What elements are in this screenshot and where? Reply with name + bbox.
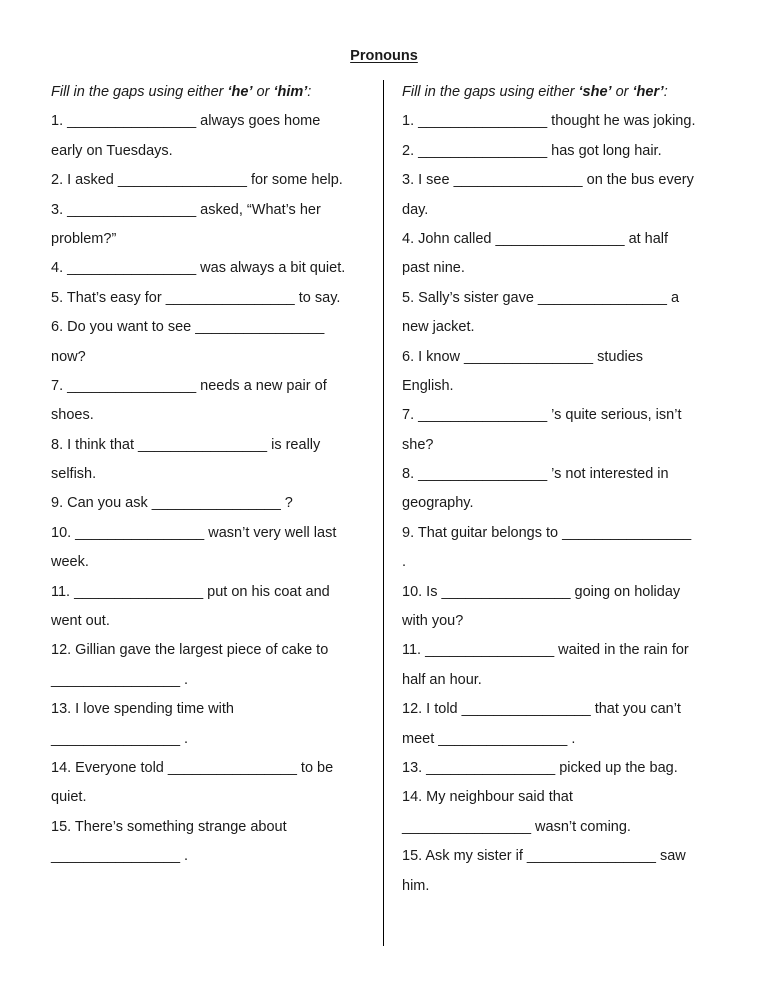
column-divider <box>383 80 384 946</box>
left-exercise-line: 3. ________________ asked, “What’s her <box>51 201 321 218</box>
left-exercise-line: 5. That’s easy for ________________ to say. <box>51 289 341 306</box>
right-exercise-line: 4. John called ________________ at half <box>402 230 669 247</box>
left-exercise-line: 12. Gillian gave the largest piece of cake to <box>51 642 329 659</box>
worksheet-title: Pronouns <box>350 48 418 64</box>
right-exercise-line: 9. That guitar belongs to ________________ <box>402 524 692 541</box>
left-exercise-line: 11. ________________ put on his coat and <box>51 583 330 600</box>
right-exercise-line: 12. I told ________________ that you can’t <box>402 701 681 718</box>
right-exercise-line: half an hour. <box>402 671 482 688</box>
right-exercise-line: 8. ________________ ’s not interested in <box>402 466 669 483</box>
right-exercise-line: 1. ________________ thought he was joking. <box>402 113 696 130</box>
left-column <box>51 78 369 872</box>
left-exercise-line: 7. ________________ needs a new pair of <box>51 377 327 394</box>
left-exercise-line: 2. I asked ________________ for some help. <box>51 172 343 189</box>
right-exercise-line: with you? <box>402 613 464 630</box>
right-exercise-line: him. <box>402 877 430 894</box>
right-exercise-line: 5. Sally’s sister gave ________________ a <box>402 289 680 306</box>
right-exercise-line: . <box>402 554 407 571</box>
left-exercise-line: problem?” <box>51 230 117 247</box>
right-exercise-line: 14. My neighbour said that <box>402 789 573 806</box>
right-exercise-line: meet ________________ . <box>402 730 576 747</box>
right-exercise-line: 15. Ask my sister if ________________ saw <box>402 848 686 865</box>
left-exercise-line: ________________ . <box>51 730 189 747</box>
right-instruction: Fill in the gaps using either ‘she’ or ‘her’: <box>402 84 668 100</box>
right-exercise-line: 2. ________________ has got long hair. <box>402 142 662 159</box>
left-exercise-line: 6. Do you want to see ________________ <box>51 319 325 336</box>
right-exercise-line: 6. I know ________________ studies <box>402 348 644 365</box>
right-exercise-line: 3. I see ________________ on the bus every <box>402 172 694 189</box>
left-exercise-line: 9. Can you ask ________________ ? <box>51 495 293 512</box>
right-exercise-line: geography. <box>402 495 474 512</box>
left-exercise-line: week. <box>51 554 89 571</box>
left-exercise-line: ________________ . <box>51 671 189 688</box>
right-column <box>402 78 722 901</box>
right-exercise-line: English. <box>402 377 454 394</box>
left-exercise-line: now? <box>51 348 86 365</box>
left-exercise-line: 8. I think that ________________ is really <box>51 436 321 453</box>
left-exercise-line: ________________ . <box>51 848 189 865</box>
right-exercise-line: 11. ________________ waited in the rain for <box>402 642 689 659</box>
right-exercise-line: past nine. <box>402 260 465 277</box>
right-exercise-line: 7. ________________ ’s quite serious, isn’t <box>402 407 682 424</box>
right-exercise-line: new jacket. <box>402 319 475 336</box>
left-exercise-line: 4. ________________ was always a bit quiet. <box>51 260 346 277</box>
left-exercise-line: quiet. <box>51 789 87 806</box>
left-instruction: Fill in the gaps using either ‘he’ or ‘him’: <box>51 84 312 100</box>
left-exercise-line: 13. I love spending time with <box>51 701 234 718</box>
left-exercise-line: went out. <box>51 613 110 630</box>
right-exercise-line: ________________ wasn’t coming. <box>402 818 631 835</box>
right-exercise-line: 10. Is ________________ going on holiday <box>402 583 681 600</box>
left-exercise-line: shoes. <box>51 407 94 424</box>
left-exercise-line: 15. There’s something strange about <box>51 818 287 835</box>
right-exercise-line: 13. ________________ picked up the bag. <box>402 759 678 776</box>
left-exercise-line: 1. ________________ always goes home <box>51 113 321 130</box>
right-exercise-line: she? <box>402 436 434 453</box>
left-exercise-line: 10. ________________ wasn’t very well last <box>51 524 337 541</box>
left-exercise-line: 14. Everyone told ________________ to be <box>51 759 334 776</box>
right-exercise-line: day. <box>402 201 429 218</box>
left-exercise-line: early on Tuesdays. <box>51 142 173 159</box>
left-exercise-line: selfish. <box>51 466 97 483</box>
